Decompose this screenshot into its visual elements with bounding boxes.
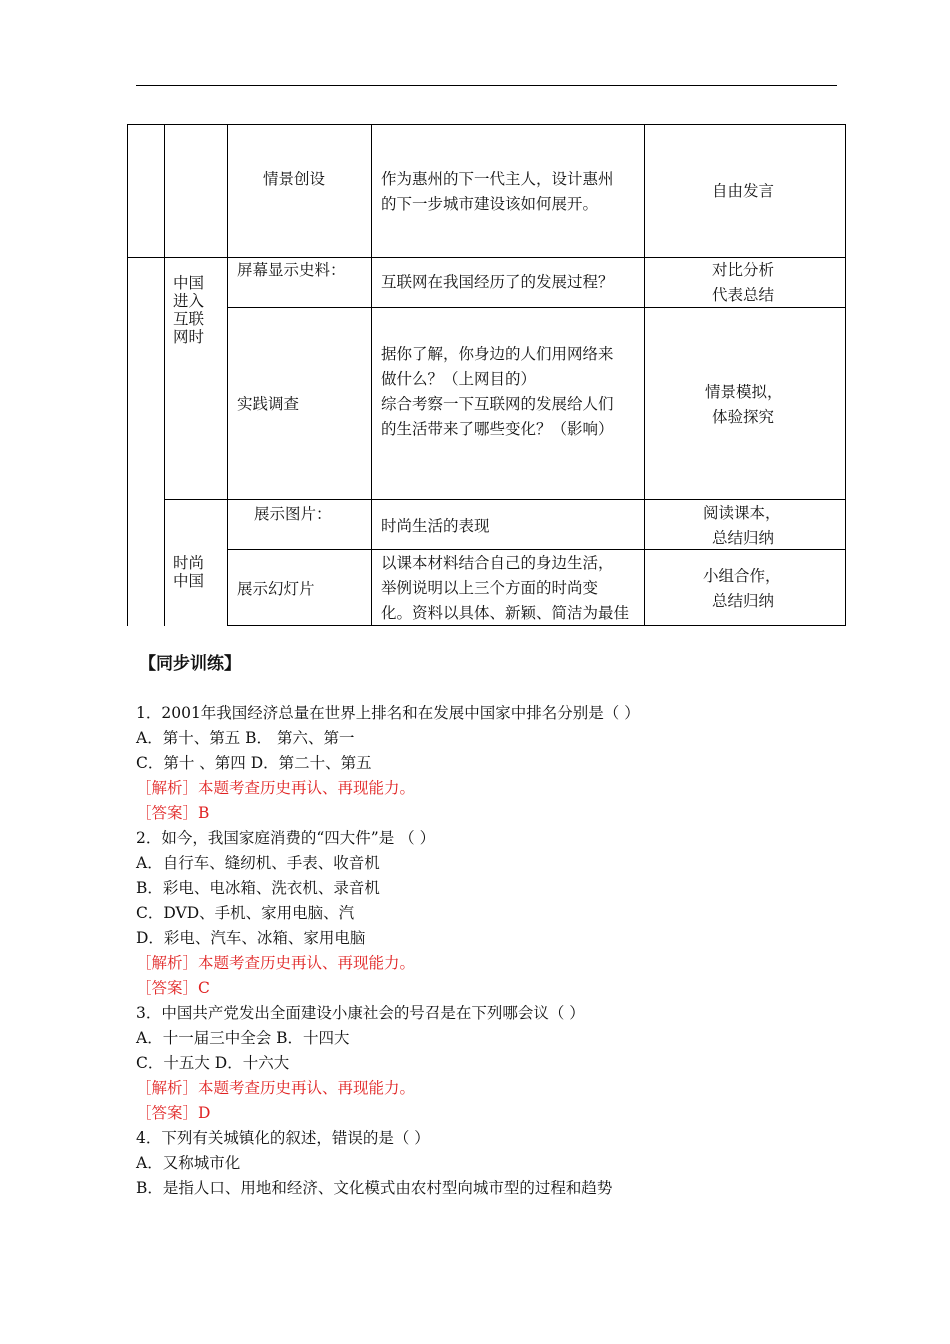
row1-content-line2: 的下一步城市建设该如何展开。 [381,195,599,213]
question-line: B．是指人口、用地和经济、文化模式由农村型向城市型的过程和趋势 [136,1179,613,1197]
training-title: 【同步训练】 [139,654,241,674]
question-line: C．第十 、第四 D．第二十、第五 [136,754,372,772]
question-line: B．彩电、电冰箱、洗衣机、录音机 [136,879,380,897]
row5-activity-line2: 总结归纳 [712,592,775,610]
row5-method: 展示幻灯片 [237,580,315,598]
question-line: C．DVD、手机、家用电脑、汽 [136,904,355,922]
table-border-top [127,124,846,125]
row5-content-line1: 以课本材料结合自己的身边生活， [381,554,614,572]
row3-content-line2: 做什么？（上网目的） [381,370,537,388]
section-label-internet-era [173,274,204,346]
table-col-divider-4 [644,124,645,626]
section-label-line: 时尚 [173,554,205,572]
question-line: 4．下列有关城镇化的叙述，错误的是（ ） [136,1129,430,1147]
answer-line: ［解析］本题考查历史再认、再现能力。 [136,954,416,972]
row4-content: 时尚生活的表现 [381,517,490,535]
question-line: A．十一届三中全会 B．十四大 [136,1029,350,1047]
row4-activity-line1: 阅读课本， [703,504,781,522]
table-border-right [845,124,846,626]
row3-method: 实践调查 [237,395,300,413]
row4-activity-line2: 总结归纳 [712,529,775,547]
question-line: A．又称城市化 [136,1154,241,1172]
row2-method: 屏幕显示史料： [237,261,346,279]
answer-line: ［答案］D [136,1104,211,1122]
question-line: 2．如今，我国家庭消费的“四大件”是 （ ） [136,829,436,847]
section-label-line: 进入 [173,292,205,310]
row1-activity: 自由发言 [712,182,775,200]
question-line: A．第十、第五 B． 第六、第一 [136,729,355,747]
row1-content-line1: 作为惠州的下一代主人，设计惠州 [381,170,614,188]
section-label-line: 网时 [173,328,205,346]
row4-method: 展示图片： [254,505,332,523]
row5-content-line3: 化。资料以具体、新颖、简洁为最佳 [381,604,630,622]
answer-line: ［答案］C [136,979,210,997]
answer-line: ［答案］B [136,804,210,822]
row5-activity-line1: 小组合作， [703,567,781,585]
table-col-divider-1 [164,124,165,626]
table-col-divider-2 [227,124,228,626]
row3-content-line1: 据你了解，你身边的人们用网络来 [381,345,614,363]
table-col-divider-3 [371,124,372,626]
question-line: C．十五大 D．十六大 [136,1054,290,1072]
section-label-line: 互联 [173,310,205,328]
table-border-left [127,124,128,626]
row3-content-line3: 综合考察一下互联网的发展给人们 [381,395,614,413]
section-label-line: 中国 [173,274,205,292]
question-line: D．彩电、汽车、冰箱、家用电脑 [136,929,366,947]
table-row-divider-3 [164,499,846,500]
section-label-fashion-china [173,554,204,590]
row3-activity-line1: 情景模拟， [705,383,783,401]
row2-activity-line2: 代表总结 [712,286,775,304]
answer-line: ［解析］本题考查历史再认、再现能力。 [136,1079,416,1097]
question-line: 1．2001年我国经济总量在世界上排名和在发展中国家中排名分别是（ ） [136,704,640,722]
answer-line: ［解析］本题考查历史再认、再现能力。 [136,779,416,797]
header-rule [136,85,837,86]
row5-content-line2: 举例说明以上三个方面的时尚变 [381,579,599,597]
row3-content-line4: 的生活带来了哪些变化？（影响） [381,420,614,438]
row2-content: 互联网在我国经历了的发展过程？ [381,273,614,291]
question-line: 3．中国共产党发出全面建设小康社会的号召是在下列哪会议（ ） [136,1004,585,1022]
question-line: A．自行车、缝纫机、手表、收音机 [136,854,380,872]
row2-activity-line1: 对比分析 [712,261,775,279]
row3-activity-line2: 体验探究 [712,408,775,426]
section-label-line: 中国 [173,572,205,590]
row1-method: 情景创设 [263,170,326,188]
